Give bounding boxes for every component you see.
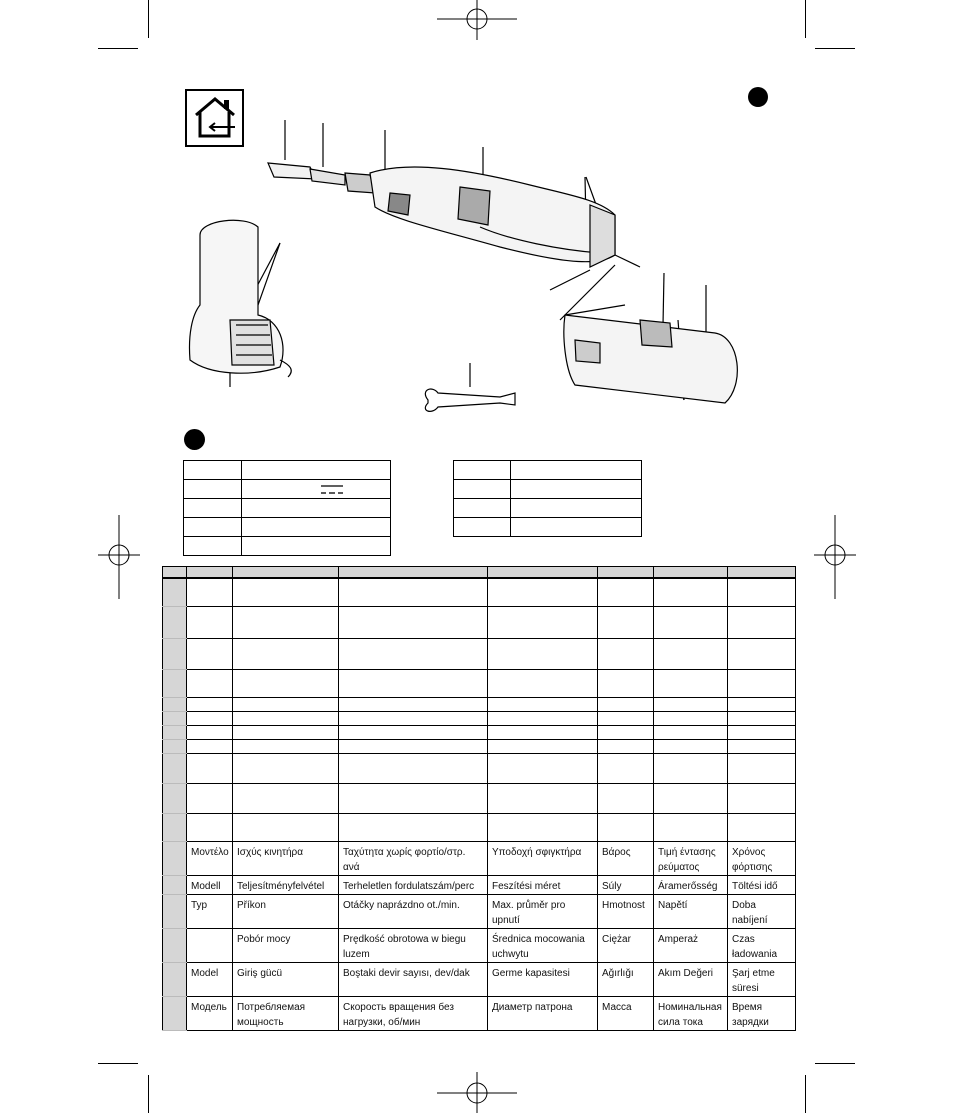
table-cell <box>728 606 796 638</box>
crop-mark <box>148 0 149 38</box>
language-marker-cell <box>163 783 187 813</box>
table-cell <box>654 638 728 669</box>
table-cell: Время зарядки <box>728 996 796 1030</box>
table-cell <box>654 725 728 739</box>
table-cell <box>488 813 598 841</box>
table-cell <box>339 578 488 606</box>
crop-mark <box>815 48 855 49</box>
table-cell: Příkon <box>233 894 339 928</box>
table-cell <box>339 783 488 813</box>
table-cell: Масса <box>598 996 654 1030</box>
table-cell: Średnica mocowania uchwytu <box>488 928 598 962</box>
table-cell: Töltési idő <box>728 875 796 894</box>
crop-mark <box>148 1075 149 1113</box>
table-cell <box>339 697 488 711</box>
table-cell <box>654 578 728 606</box>
table-row <box>163 928 796 962</box>
table-cell <box>339 711 488 725</box>
table-cell: Ciężar <box>598 928 654 962</box>
table-cell <box>654 739 728 753</box>
table-row <box>163 725 796 739</box>
language-marker-cell <box>163 638 187 669</box>
table-cell <box>728 697 796 711</box>
language-marker-cell <box>163 962 187 996</box>
table-cell <box>187 725 233 739</box>
table-cell <box>187 669 233 697</box>
table-cell <box>233 697 339 711</box>
specification-table <box>162 566 796 1031</box>
table-cell <box>598 725 654 739</box>
table-cell: Ταχύτητα χωρίς φορτίο/στρ. ανά <box>339 841 488 875</box>
table-cell <box>598 638 654 669</box>
language-marker-cell <box>163 606 187 638</box>
language-marker-cell <box>163 996 187 1030</box>
table-cell <box>187 813 233 841</box>
language-marker-cell <box>163 669 187 697</box>
table-row <box>163 697 796 711</box>
table-cell <box>654 697 728 711</box>
table-cell <box>339 606 488 638</box>
table-cell <box>187 578 233 606</box>
table-cell <box>488 606 598 638</box>
table-cell <box>728 669 796 697</box>
registration-mark-right <box>814 515 856 599</box>
language-marker-cell <box>163 739 187 753</box>
table-cell <box>339 739 488 753</box>
table-cell <box>233 725 339 739</box>
table-cell: Model <box>187 962 233 996</box>
table-cell: Teljesítményfelvétel <box>233 875 339 894</box>
table-cell: Akım Değeri <box>654 962 728 996</box>
table-cell <box>233 739 339 753</box>
table-cell: Napětí <box>654 894 728 928</box>
language-marker-cell <box>163 753 187 783</box>
table-row <box>163 739 796 753</box>
table-row <box>163 638 796 669</box>
header-cell <box>728 567 796 579</box>
table-cell <box>187 783 233 813</box>
crop-mark <box>805 1075 806 1113</box>
table-cell <box>488 783 598 813</box>
table-cell <box>339 753 488 783</box>
figure-marker-b <box>184 429 205 450</box>
table-cell <box>598 697 654 711</box>
table-cell <box>233 638 339 669</box>
header-cell <box>598 567 654 579</box>
table-cell: Hmotnost <box>598 894 654 928</box>
crop-mark <box>815 1063 855 1064</box>
table-cell: Áramerősség <box>654 875 728 894</box>
table-row <box>163 578 796 606</box>
table-cell <box>598 813 654 841</box>
table-cell <box>728 813 796 841</box>
table-cell: Doba nabíjení <box>728 894 796 928</box>
table-cell <box>598 783 654 813</box>
table-cell: Модель <box>187 996 233 1030</box>
table-cell <box>187 638 233 669</box>
table-cell <box>598 739 654 753</box>
table-cell <box>488 669 598 697</box>
table-cell <box>488 638 598 669</box>
header-cell <box>163 567 187 579</box>
table-cell <box>233 783 339 813</box>
table-cell <box>728 711 796 725</box>
language-marker-cell <box>163 725 187 739</box>
crop-mark <box>98 48 138 49</box>
table-cell <box>654 711 728 725</box>
table-cell <box>187 753 233 783</box>
crop-mark <box>805 0 806 38</box>
header-cell <box>233 567 339 579</box>
table-cell: Giriş gücü <box>233 962 339 996</box>
table-cell <box>187 606 233 638</box>
table-cell: Ισχύς κινητήρα <box>233 841 339 875</box>
language-marker-cell <box>163 928 187 962</box>
table-cell <box>488 711 598 725</box>
header-cell <box>339 567 488 579</box>
table-cell <box>654 813 728 841</box>
table-cell: Boştaki devir sayısı, dev/dak <box>339 962 488 996</box>
header-cell <box>187 567 233 579</box>
registration-mark-left <box>98 515 140 599</box>
table-row <box>163 606 796 638</box>
table-cell <box>233 606 339 638</box>
table-cell <box>728 739 796 753</box>
table-row <box>163 875 796 894</box>
table-row <box>163 962 796 996</box>
table-cell <box>728 578 796 606</box>
table-cell: Τιμή έντασης ρεύματος <box>654 841 728 875</box>
table-cell <box>488 753 598 783</box>
table-cell: Βάρος <box>598 841 654 875</box>
table-cell <box>728 753 796 783</box>
table-cell <box>728 638 796 669</box>
table-cell: Súly <box>598 875 654 894</box>
table-cell <box>187 697 233 711</box>
table-row <box>163 783 796 813</box>
table-cell <box>187 711 233 725</box>
language-marker-cell <box>163 578 187 606</box>
language-marker-cell <box>163 697 187 711</box>
table-cell <box>654 783 728 813</box>
table-cell: Prędkość obrotowa w biegu luzem <box>339 928 488 962</box>
crop-mark <box>98 1063 138 1064</box>
table-cell <box>488 697 598 711</box>
spec-table-right <box>453 460 642 537</box>
table-cell <box>728 725 796 739</box>
table-cell <box>339 725 488 739</box>
header-cell <box>488 567 598 579</box>
rotary-tool-illustration <box>170 115 770 425</box>
language-marker-cell <box>163 711 187 725</box>
table-cell <box>598 669 654 697</box>
table-cell <box>598 578 654 606</box>
table-cell <box>339 669 488 697</box>
table-cell <box>339 638 488 669</box>
table-cell: Terheletlen fordulatszám/perc <box>339 875 488 894</box>
specification-table-body <box>163 567 796 1031</box>
table-cell <box>488 739 598 753</box>
table-cell: Χρόνος φόρτισης <box>728 841 796 875</box>
table-cell <box>187 739 233 753</box>
table-cell <box>598 606 654 638</box>
table-cell <box>233 753 339 783</box>
registration-mark-top <box>437 0 517 42</box>
table-cell: Диаметр патрона <box>488 996 598 1030</box>
table-cell: Czas ładowania <box>728 928 796 962</box>
table-cell: Скорость вращения без нагрузки, об/мин <box>339 996 488 1030</box>
table-cell: Μοντέλο <box>187 841 233 875</box>
table-cell <box>654 606 728 638</box>
table-cell: Номинальная сила тока <box>654 996 728 1030</box>
table-cell: Max. průměr pro upnutí <box>488 894 598 928</box>
table-cell <box>187 928 233 962</box>
language-marker-cell <box>163 894 187 928</box>
table-row <box>163 996 796 1030</box>
language-marker-cell <box>163 841 187 875</box>
table-cell <box>233 813 339 841</box>
table-row <box>163 669 796 697</box>
table-cell: Pobór mocy <box>233 928 339 962</box>
table-cell: Потребляемая мощность <box>233 996 339 1030</box>
table-cell <box>488 578 598 606</box>
table-cell <box>233 578 339 606</box>
table-cell <box>654 753 728 783</box>
table-cell: Ağırlığı <box>598 962 654 996</box>
table-row <box>163 813 796 841</box>
table-cell: Typ <box>187 894 233 928</box>
table-cell: Υποδοχή σφιγκτήρα <box>488 841 598 875</box>
table-header-row <box>163 567 796 579</box>
table-cell: Feszítési méret <box>488 875 598 894</box>
table-row <box>163 894 796 928</box>
registration-mark-bottom <box>437 1072 517 1113</box>
table-cell <box>598 711 654 725</box>
header-cell <box>654 567 728 579</box>
figure-marker-a <box>748 87 768 107</box>
table-cell: Germe kapasitesi <box>488 962 598 996</box>
table-cell <box>598 753 654 783</box>
table-row <box>163 841 796 875</box>
table-cell <box>233 711 339 725</box>
table-cell: Otáčky naprázdno ot./min. <box>339 894 488 928</box>
language-marker-cell <box>163 875 187 894</box>
table-cell: Modell <box>187 875 233 894</box>
spec-table-left <box>183 460 391 556</box>
table-cell <box>654 669 728 697</box>
table-cell <box>233 669 339 697</box>
table-cell <box>728 783 796 813</box>
table-cell: Şarj etme süresi <box>728 962 796 996</box>
dc-symbol-icon <box>320 484 344 496</box>
table-cell <box>488 725 598 739</box>
table-row <box>163 753 796 783</box>
table-cell <box>339 813 488 841</box>
table-row <box>163 711 796 725</box>
table-cell: Amperaż <box>654 928 728 962</box>
language-marker-cell <box>163 813 187 841</box>
